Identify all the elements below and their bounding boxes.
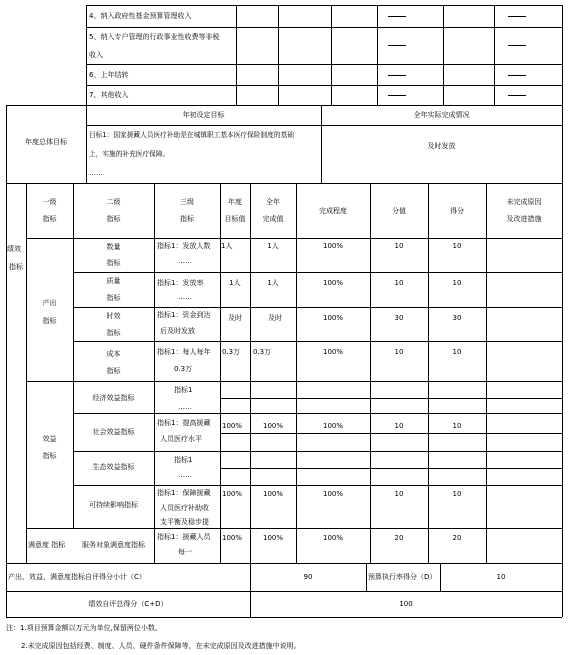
rule bbox=[6, 591, 562, 592]
not-applicable-dash bbox=[388, 75, 406, 76]
income-row-label: 5、纳入专户管理的行政事业性收费等非税 bbox=[89, 33, 220, 41]
not-applicable-dash bbox=[508, 95, 526, 96]
row-level3: …… bbox=[178, 293, 192, 301]
row-target: 0.3万 bbox=[222, 348, 241, 356]
goal-done-header: 全年实际完成情况 bbox=[413, 111, 470, 119]
header-annual-target: 年度 bbox=[228, 198, 242, 206]
rule bbox=[366, 563, 367, 591]
rule bbox=[86, 5, 87, 183]
rule bbox=[6, 617, 562, 618]
row-level3: 指标1：保障援藏 bbox=[157, 489, 211, 497]
row-score: 10 bbox=[394, 242, 404, 250]
row-level3: 每一 bbox=[178, 548, 192, 556]
output-label: 指标 bbox=[42, 317, 57, 325]
header-actual: 全年 bbox=[266, 198, 280, 206]
rule bbox=[220, 468, 562, 469]
benefit-label: 指标 bbox=[42, 452, 57, 460]
row-score: 30 bbox=[394, 314, 404, 322]
not-applicable-dash bbox=[508, 16, 526, 17]
goal-text: 目标1：国家援藏人员医疗补助是在城镇职工基本医疗保险制度的基础 bbox=[89, 131, 294, 139]
header-level2: 指标 bbox=[106, 215, 121, 223]
row-level2: 数量 bbox=[106, 243, 121, 251]
row-level2: 成本 bbox=[106, 350, 121, 358]
row-level2: 指标 bbox=[106, 294, 121, 302]
rule bbox=[377, 5, 378, 105]
row-level3: …… bbox=[178, 471, 192, 479]
row-level2: 经济效益指标 bbox=[92, 394, 135, 402]
header-score: 分值 bbox=[392, 207, 406, 215]
row-target: 及时 bbox=[228, 314, 242, 322]
rule bbox=[26, 528, 562, 529]
row-level2: 可持续影响指标 bbox=[89, 501, 138, 509]
rule bbox=[26, 381, 562, 382]
row-level3: 人员医疗水平 bbox=[160, 435, 202, 443]
header-actual: 完成值 bbox=[262, 215, 284, 223]
header-reason: 未完成原因 bbox=[506, 198, 542, 206]
goal-ellipsis: …… bbox=[89, 169, 103, 177]
satisfaction-level1: 满意度 指标 bbox=[28, 541, 66, 549]
rule bbox=[278, 5, 279, 105]
satisfaction-level2: 服务对象满意度指标 bbox=[82, 541, 145, 549]
row-score: 10 bbox=[394, 422, 404, 430]
rule bbox=[428, 183, 429, 563]
income-row-label: 7、其他收入 bbox=[89, 91, 129, 99]
row-level3: 指标1：发放率 bbox=[157, 279, 204, 287]
row-rate: 100% bbox=[322, 348, 343, 356]
row-level3: 后及时发放 bbox=[160, 327, 195, 335]
rule bbox=[26, 183, 27, 563]
row-actual: 100% bbox=[262, 534, 283, 542]
row-score: 10 bbox=[394, 348, 404, 356]
row-level3: 指标1 bbox=[174, 456, 193, 464]
rule bbox=[154, 183, 155, 563]
rule bbox=[331, 5, 332, 105]
rule bbox=[6, 563, 562, 564]
row-actual: 0.3万 bbox=[253, 348, 272, 356]
subtotal-label: 产出、效益、满意度指标自评得分小计（C） bbox=[8, 573, 146, 581]
rule bbox=[86, 64, 562, 65]
income-row-label: 4、纳入政府性基金预算管理收入 bbox=[89, 12, 192, 20]
row-score: 10 bbox=[394, 490, 404, 498]
row-level3: …… bbox=[178, 257, 192, 265]
rule bbox=[296, 183, 297, 563]
rule bbox=[6, 183, 562, 184]
rule bbox=[86, 27, 562, 28]
row-level2: 指标 bbox=[106, 329, 121, 337]
rule bbox=[26, 238, 562, 239]
rule bbox=[73, 451, 562, 452]
perf-label: 指标 bbox=[9, 263, 23, 271]
perf-label: 绩效 bbox=[7, 245, 21, 253]
row-level2: 时效 bbox=[106, 312, 121, 320]
rule bbox=[220, 398, 562, 399]
not-applicable-dash bbox=[388, 45, 406, 46]
row-score: 20 bbox=[394, 534, 404, 542]
exec-rate-label: 预算执行率得分（D） bbox=[368, 573, 437, 581]
annual-goal-label: 年度总体目标 bbox=[25, 138, 67, 146]
row-rate: 100% bbox=[322, 242, 343, 250]
row-got: 10 bbox=[452, 490, 462, 498]
rule bbox=[236, 5, 237, 105]
rule bbox=[86, 85, 562, 86]
row-rate: 100% bbox=[322, 279, 343, 287]
row-got: 10 bbox=[452, 348, 462, 356]
row-level3: 0.3万 bbox=[174, 365, 193, 373]
goal-set-header: 年初设定目标 bbox=[182, 111, 225, 119]
header-level1: 一级 bbox=[42, 198, 57, 206]
row-got: 30 bbox=[452, 314, 462, 322]
row-target: 1人 bbox=[221, 242, 233, 250]
not-applicable-dash bbox=[508, 75, 526, 76]
rule bbox=[73, 341, 562, 342]
rule bbox=[486, 183, 487, 563]
rule bbox=[443, 5, 444, 105]
rule bbox=[494, 5, 495, 105]
rule bbox=[220, 183, 221, 563]
row-target: 100% bbox=[222, 534, 243, 542]
row-level2: 指标 bbox=[106, 367, 121, 375]
row-actual: 100% bbox=[262, 422, 283, 430]
goal-completion: 及时发放 bbox=[427, 142, 456, 150]
row-level2: 社会效益指标 bbox=[92, 428, 135, 436]
row-rate: 100% bbox=[322, 422, 343, 430]
row-actual: 100% bbox=[262, 490, 283, 498]
header-level3: 三级 bbox=[180, 198, 194, 206]
row-got: 20 bbox=[452, 534, 462, 542]
rule bbox=[73, 485, 562, 486]
row-actual: 1人 bbox=[267, 279, 279, 287]
not-applicable-dash bbox=[388, 16, 406, 17]
output-label: 产出 bbox=[42, 299, 57, 307]
row-level3: 指标1 bbox=[174, 386, 193, 394]
row-level3: 支平衡及稳步提 bbox=[160, 518, 209, 526]
row-score: 10 bbox=[394, 279, 404, 287]
rule bbox=[562, 5, 563, 617]
rule bbox=[73, 413, 562, 414]
not-applicable-dash bbox=[508, 45, 526, 46]
rule bbox=[6, 105, 7, 617]
header-level3: 指标 bbox=[180, 215, 194, 223]
not-applicable-dash bbox=[388, 95, 406, 96]
row-level2: 质量 bbox=[106, 277, 121, 285]
header-got: 得分 bbox=[450, 207, 464, 215]
row-level3: 人员医疗补助收 bbox=[160, 504, 209, 512]
row-level3: …… bbox=[178, 403, 192, 411]
note-line: 2.未完成原因包括经费、制度、人员、硬件条件保障等，在未完成原因及改进措施中说明。 bbox=[21, 642, 301, 650]
row-actual: 1人 bbox=[267, 242, 279, 250]
row-level3: 指标1：发放人数 bbox=[157, 242, 211, 250]
note-line: 注：1.项目预算金额以万元为单位,保留两位小数。 bbox=[6, 624, 162, 632]
rule bbox=[220, 433, 562, 434]
rule bbox=[86, 125, 562, 126]
row-level3: 指标1：提高援藏 bbox=[157, 419, 211, 427]
row-level3: 指标1：每人每年 bbox=[157, 348, 211, 356]
row-level3: 指标1：援藏人员 bbox=[157, 533, 211, 541]
header-level2: 二级 bbox=[106, 198, 121, 206]
row-got: 10 bbox=[452, 242, 462, 250]
header-reason: 及改进措施 bbox=[506, 215, 542, 223]
subtotal-value: 90 bbox=[303, 573, 313, 581]
benefit-label: 效益 bbox=[42, 435, 57, 443]
row-rate: 100% bbox=[322, 534, 343, 542]
header-rate: 完成程度 bbox=[319, 207, 347, 215]
exec-rate-value: 10 bbox=[496, 573, 506, 581]
row-target: 100% bbox=[222, 422, 243, 430]
total-value: 100 bbox=[399, 600, 413, 608]
row-target: 100% bbox=[222, 490, 243, 498]
row-got: 10 bbox=[452, 279, 462, 287]
header-level1: 指标 bbox=[42, 215, 57, 223]
rule bbox=[73, 307, 562, 308]
rule bbox=[73, 272, 562, 273]
header-annual-target: 目标值 bbox=[224, 215, 246, 223]
row-actual: 及时 bbox=[268, 314, 282, 322]
row-rate: 100% bbox=[322, 314, 343, 322]
rule bbox=[86, 5, 562, 6]
row-level3: 指标1：资金到达 bbox=[157, 311, 211, 319]
rule bbox=[6, 105, 562, 106]
income-row-label: 6、上年结转 bbox=[89, 71, 129, 79]
row-level2: 指标 bbox=[106, 259, 121, 267]
row-target: 1人 bbox=[229, 279, 241, 287]
total-label: 绩效自评总得分（C+D） bbox=[88, 600, 168, 608]
row-level2: 生态效益指标 bbox=[92, 463, 135, 471]
income-row-label: 收入 bbox=[89, 51, 103, 59]
rule bbox=[370, 183, 371, 563]
row-rate: 100% bbox=[322, 490, 343, 498]
goal-text: 上，实施的补充医疗保障。 bbox=[89, 150, 170, 158]
row-got: 10 bbox=[452, 422, 462, 430]
